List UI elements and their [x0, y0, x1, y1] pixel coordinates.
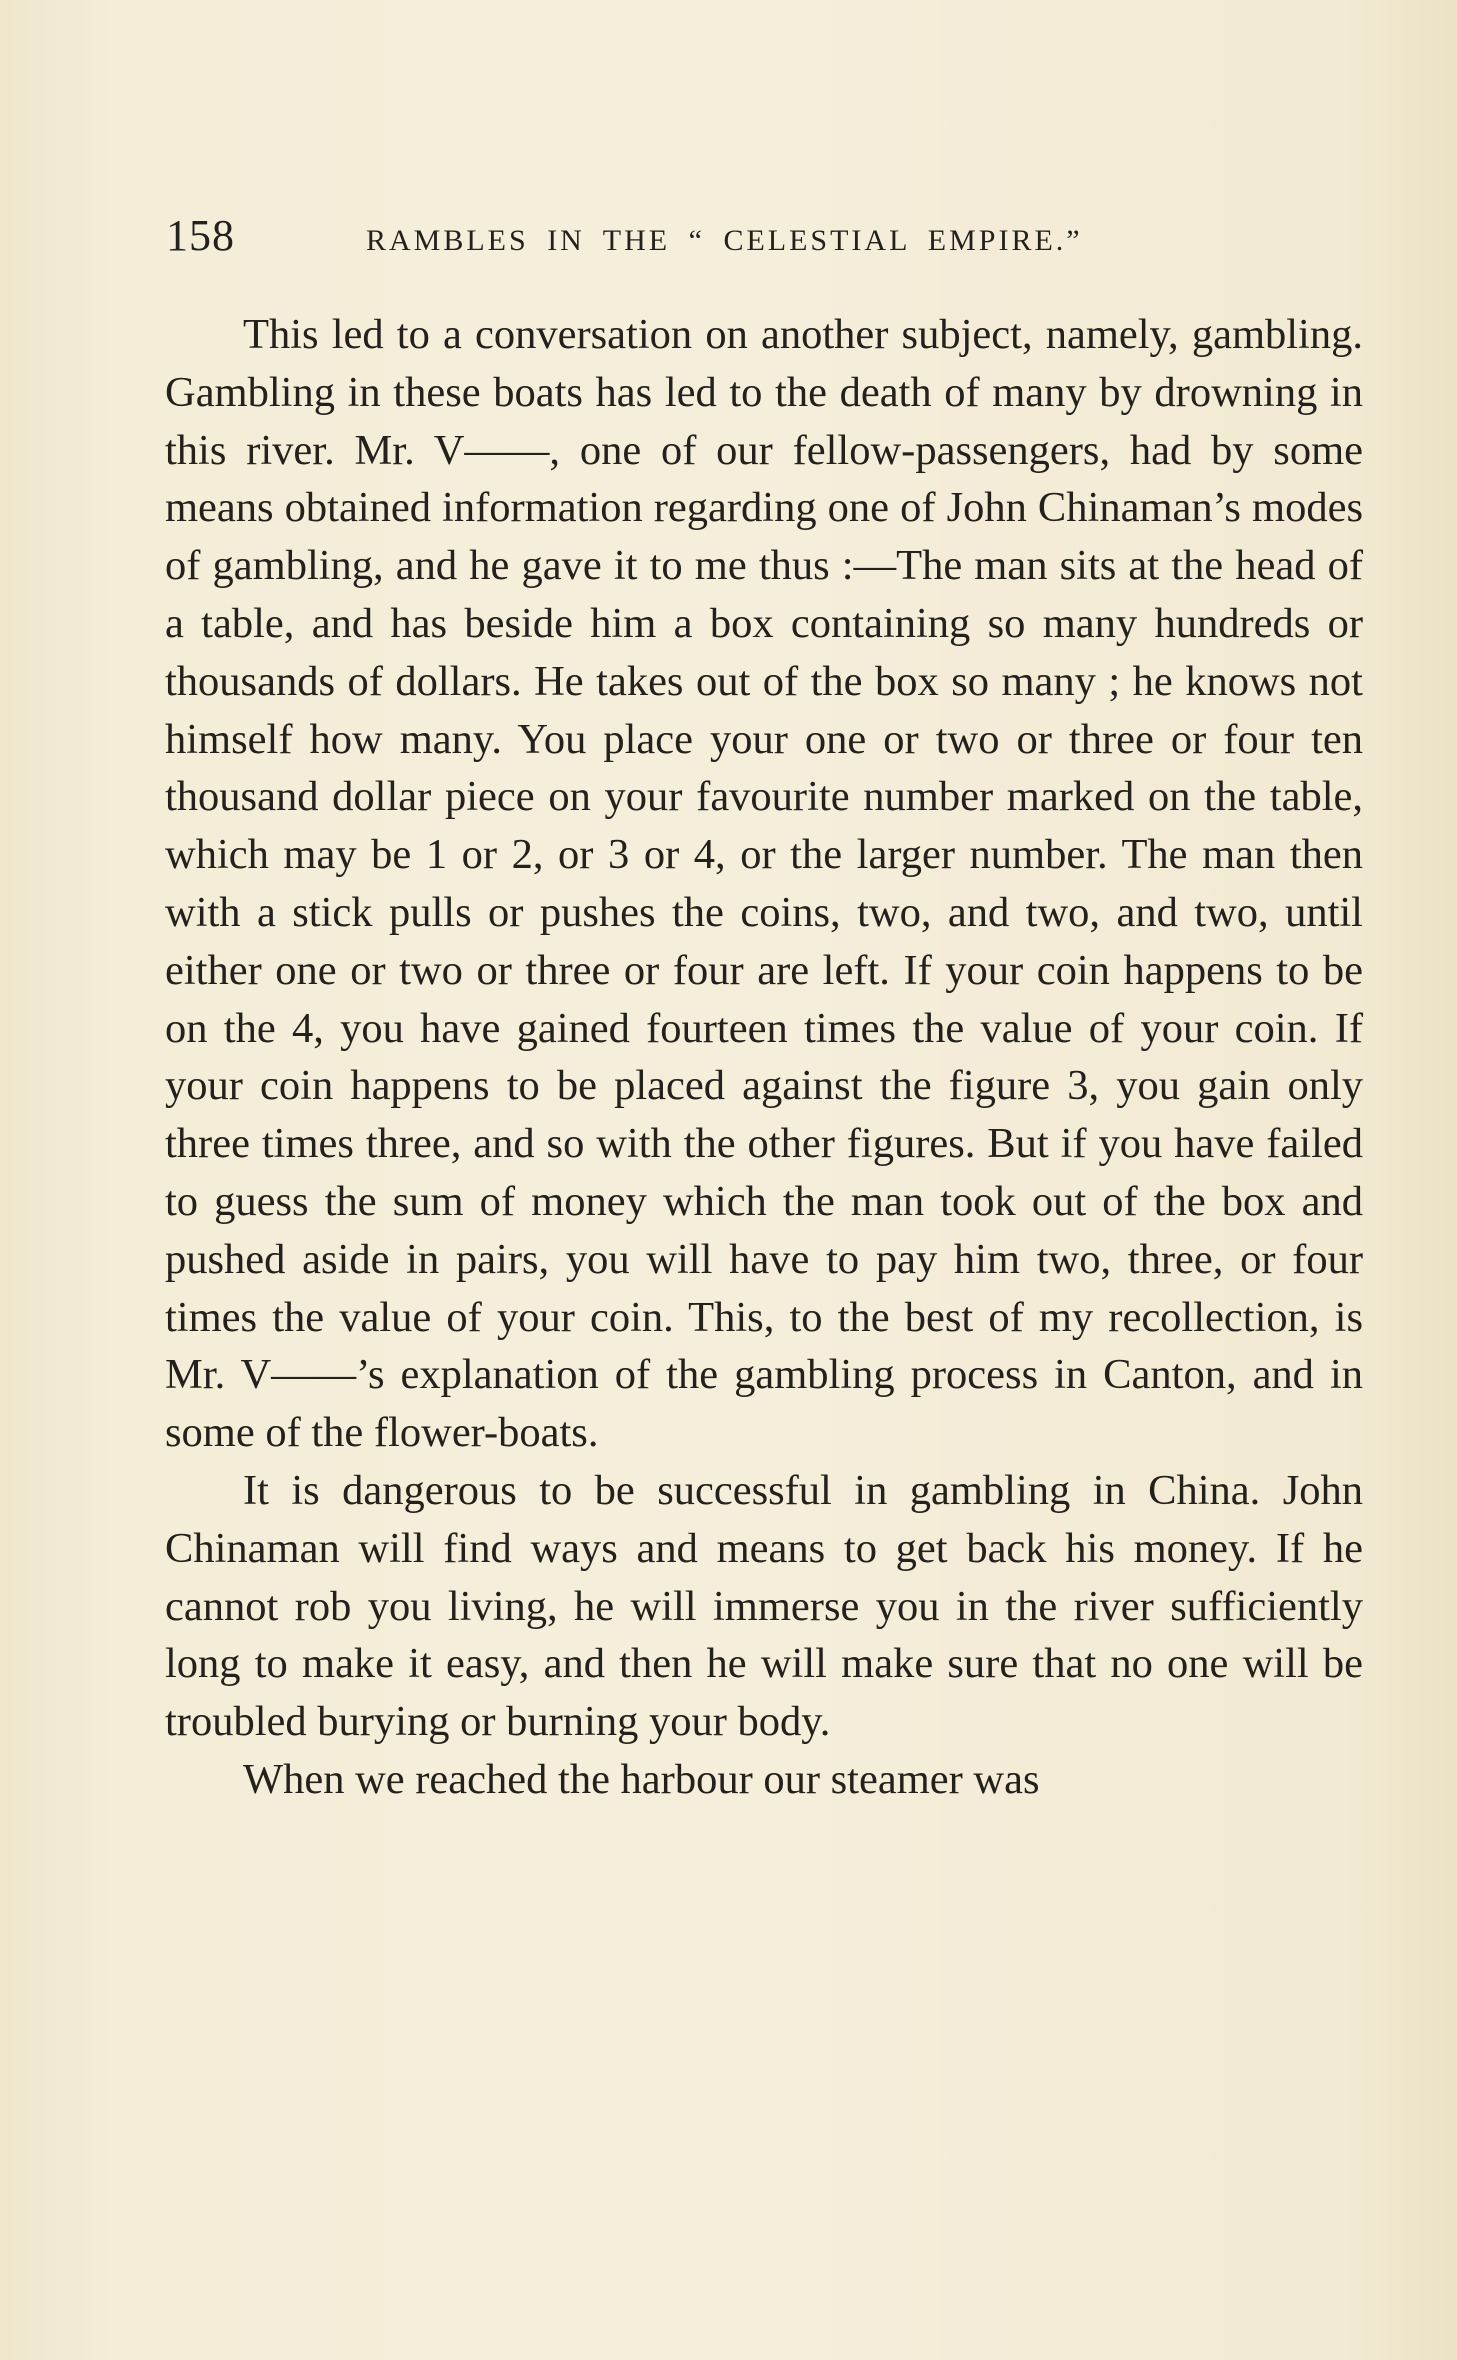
running-head — [166, 210, 1366, 270]
running-title: RAMBLES IN THE “ CELESTIAL EMPIRE.” — [366, 224, 1083, 257]
paragraph-gambling-explanation: This led to a conversation on another subject, namely, gambling. Gambling in these boats has led to the death of many by drowning in this river. Mr. V——, one of our fellow-passengers, had by some means obtained information regarding one of John Chinaman’s modes of gambling, and he gave it to me thus :—The man sits at the head of a table, and has beside him a box containing so many hundreds or thousands of dollars. He takes out of the box so many ; he knows not himself how many. You place your one or two or three or four ten thousand dollar piece on your favourite number marked on the table, which may be 1 or 2, or 3 or 4, or the larger number. The man then with a stick pulls or pushes the coins, two, and two, and two, until either one or two or three or four are left. If your coin happens to be on the 4, you have gained fourteen times the value of your coin. If your coin happens to be placed against the figure 3, you gain only three times three, and so with the other figures. But if you have failed to guess the sum of money which the man took out of the box and pushed aside in pairs, you will have to pay him two, three, or four times the value of your coin. This, to the best of my recollection, is Mr. V——’s explanation of the gambling process in Canton, and in some of the flower-boats. — [165, 311, 1363, 1457]
paragraph-danger-of-winning: It is dangerous to be successful in gambling in China. John Chinaman will find ways and means to get back his money. If he cannot rob you living, he will immerse you in the river sufficiently long to make it easy, and then he will make sure that no one will be troubled burying or burning your body. — [165, 1466, 1363, 1746]
paragraph-harbour-arrival: When we reached the harbour our steamer was — [243, 1755, 1040, 1803]
body-text — [165, 306, 1363, 1809]
page-number: 158 — [166, 211, 235, 260]
